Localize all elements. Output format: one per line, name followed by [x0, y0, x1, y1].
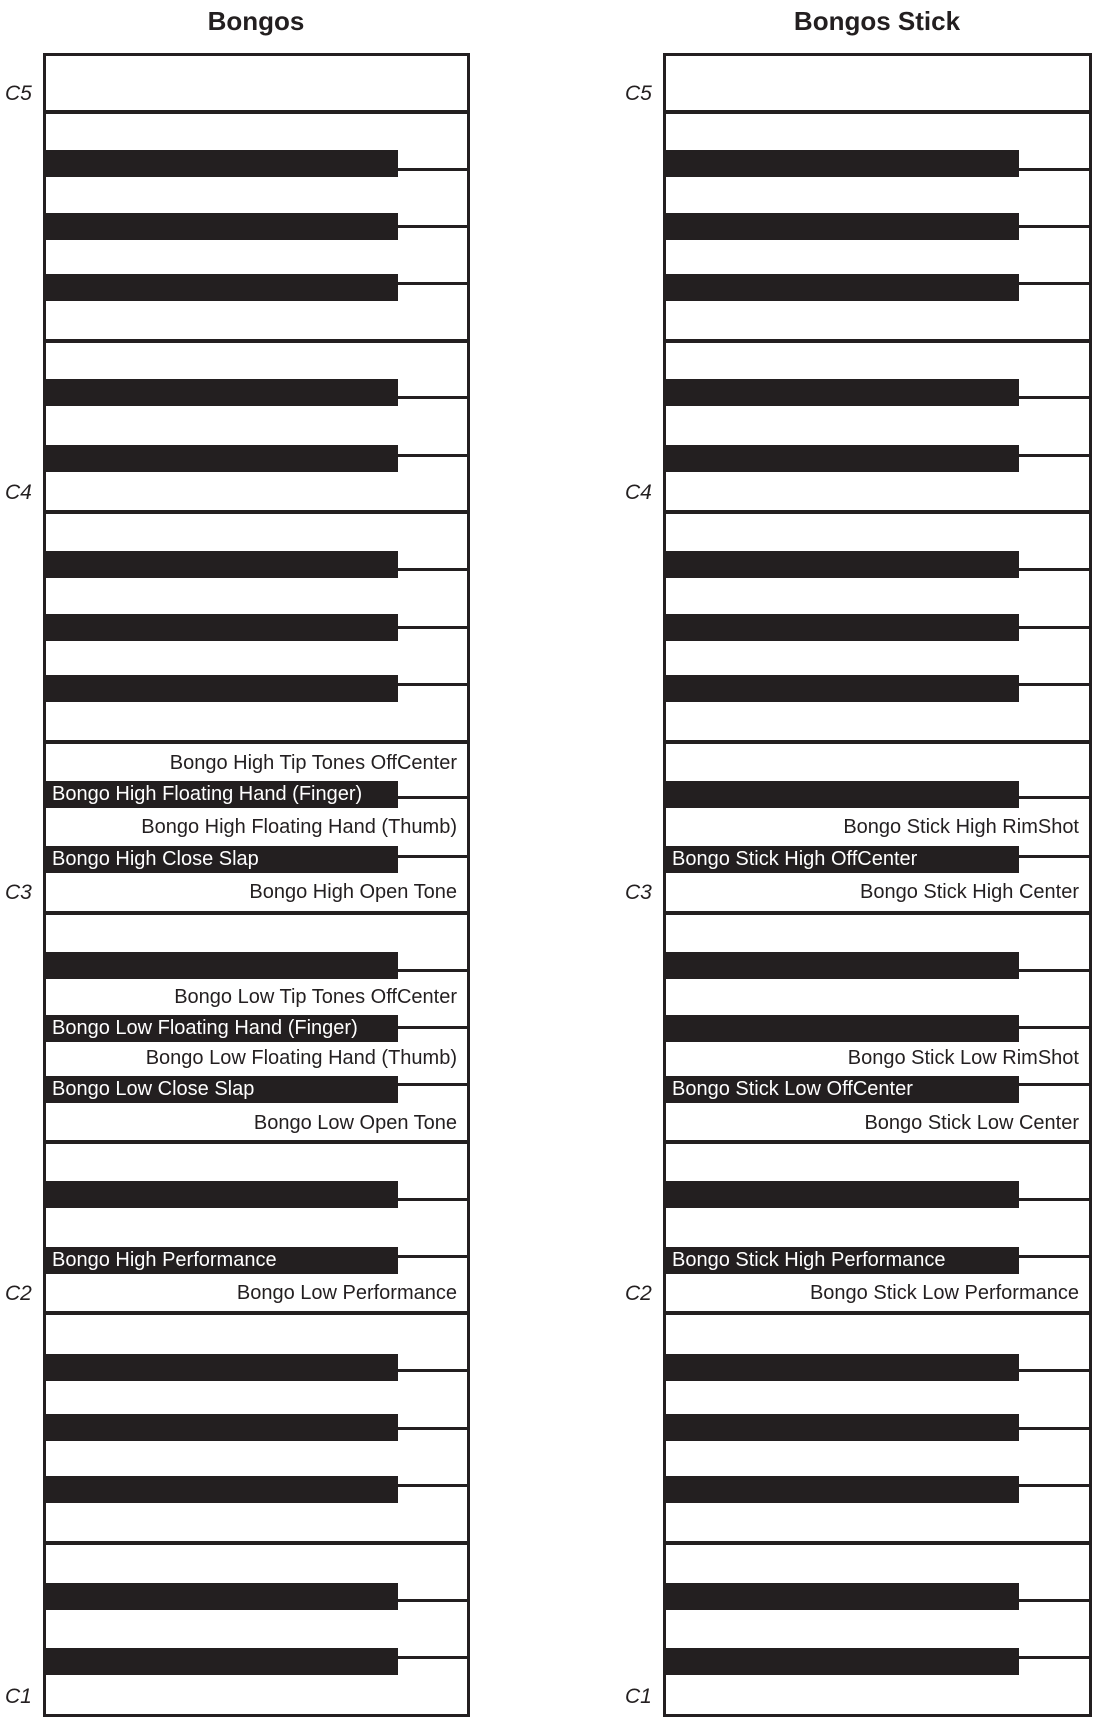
octave-divider — [666, 1541, 1089, 1545]
octave-label: C4 — [625, 481, 652, 504]
key-divider — [1017, 1198, 1089, 1201]
black-key-gs1[interactable] — [666, 1414, 1019, 1441]
octave-divider — [666, 1140, 1089, 1144]
white-key-label-c2[interactable]: Bongo Stick Low Performance — [809, 1282, 1079, 1304]
key-divider — [1017, 225, 1089, 228]
octave-label: C5 — [625, 82, 652, 105]
black-key-fs3[interactable] — [666, 675, 1019, 702]
white-key-label-c3[interactable]: Bongo High Open Tone — [249, 881, 457, 903]
key-divider — [1017, 1026, 1089, 1029]
key-divider — [1017, 454, 1089, 457]
black-key-as3[interactable] — [666, 551, 1019, 578]
octave-divider — [666, 740, 1089, 744]
key-divider — [1017, 969, 1089, 972]
panel-title: Bongos Stick — [793, 6, 961, 36]
white-key-label-d3[interactable]: Bongo Stick High RimShot — [843, 816, 1079, 838]
black-key-cs2[interactable]: Bongo Stick High Performance — [666, 1247, 1019, 1274]
octave-label: C4 — [5, 481, 32, 504]
octave-divider — [666, 110, 1089, 114]
octave-label: C2 — [625, 1282, 652, 1305]
white-key-label-e3[interactable]: Bongo High Tip Tones OffCenter — [169, 752, 457, 774]
white-key-label-f2[interactable]: Bongo Low Open Tone — [253, 1112, 457, 1134]
key-divider — [1017, 1599, 1089, 1602]
black-key-gs2[interactable] — [666, 1015, 1019, 1042]
white-key-label-a2[interactable]: Bongo Low Tip Tones OffCenter — [174, 986, 457, 1008]
white-key-label-g2[interactable]: Bongo Stick Low RimShot — [847, 1047, 1079, 1069]
black-key-cs4[interactable] — [666, 445, 1019, 472]
octave-divider — [666, 510, 1089, 514]
black-key-fs2[interactable]: Bongo Stick Low OffCenter — [666, 1076, 1019, 1103]
key-divider — [1017, 396, 1089, 399]
panel-title: Bongos — [207, 6, 305, 36]
octave-divider — [666, 911, 1089, 915]
octave-divider — [666, 339, 1089, 343]
key-divider — [1017, 1484, 1089, 1487]
white-key-label-g2[interactable]: Bongo Low Floating Hand (Thumb) — [145, 1047, 457, 1069]
key-divider — [1017, 626, 1089, 629]
octave-label: C3 — [5, 881, 32, 904]
key-divider — [1017, 1255, 1089, 1258]
black-key-fs4[interactable] — [666, 274, 1019, 301]
octave-label: C2 — [5, 1282, 32, 1305]
black-key-cs2[interactable]: Bongo High Performance — [46, 1247, 398, 1274]
black-key-as4[interactable] — [666, 150, 1019, 177]
key-divider — [1017, 1083, 1089, 1086]
key-divider — [1017, 1427, 1089, 1430]
piano-keyboard — [663, 53, 1092, 1717]
key-divider — [1017, 282, 1089, 285]
black-key-gs2[interactable]: Bongo Low Floating Hand (Finger) — [46, 1015, 398, 1042]
black-key-as2[interactable] — [666, 952, 1019, 979]
black-key-cs3[interactable]: Bongo High Close Slap — [46, 846, 398, 873]
white-key-label-f2[interactable]: Bongo Stick Low Center — [864, 1112, 1079, 1134]
key-divider — [1017, 1656, 1089, 1659]
black-key-cs3[interactable]: Bongo Stick High OffCenter — [666, 846, 1019, 873]
octave-divider — [666, 1311, 1089, 1315]
black-key-gs3[interactable] — [666, 614, 1019, 641]
octave-label: C1 — [5, 1685, 32, 1708]
black-key-ds3[interactable] — [666, 781, 1019, 808]
black-key-as1[interactable] — [666, 1354, 1019, 1381]
key-divider — [1017, 683, 1089, 686]
white-key-label-c3[interactable]: Bongo Stick High Center — [859, 881, 1079, 903]
key-divider — [1017, 568, 1089, 571]
black-key-gs4[interactable] — [666, 213, 1019, 240]
black-key-fs2[interactable]: Bongo Low Close Slap — [46, 1076, 398, 1103]
key-divider — [1017, 1369, 1089, 1372]
octave-label: C1 — [625, 1685, 652, 1708]
key-divider — [1017, 168, 1089, 171]
white-key-label-c2[interactable]: Bongo Low Performance — [236, 1282, 457, 1304]
key-divider — [1017, 855, 1089, 858]
black-key-fs1[interactable] — [666, 1476, 1019, 1503]
black-key-ds3[interactable]: Bongo High Floating Hand (Finger) — [46, 781, 398, 808]
black-key-ds4[interactable] — [666, 379, 1019, 406]
black-key-ds1[interactable] — [666, 1583, 1019, 1610]
black-key-ds2[interactable] — [666, 1181, 1019, 1208]
octave-label: C5 — [5, 82, 32, 105]
black-key-cs1[interactable] — [666, 1648, 1019, 1675]
white-key-label-d3[interactable]: Bongo High Floating Hand (Thumb) — [141, 816, 457, 838]
key-divider — [1017, 796, 1089, 799]
octave-label: C3 — [625, 881, 652, 904]
